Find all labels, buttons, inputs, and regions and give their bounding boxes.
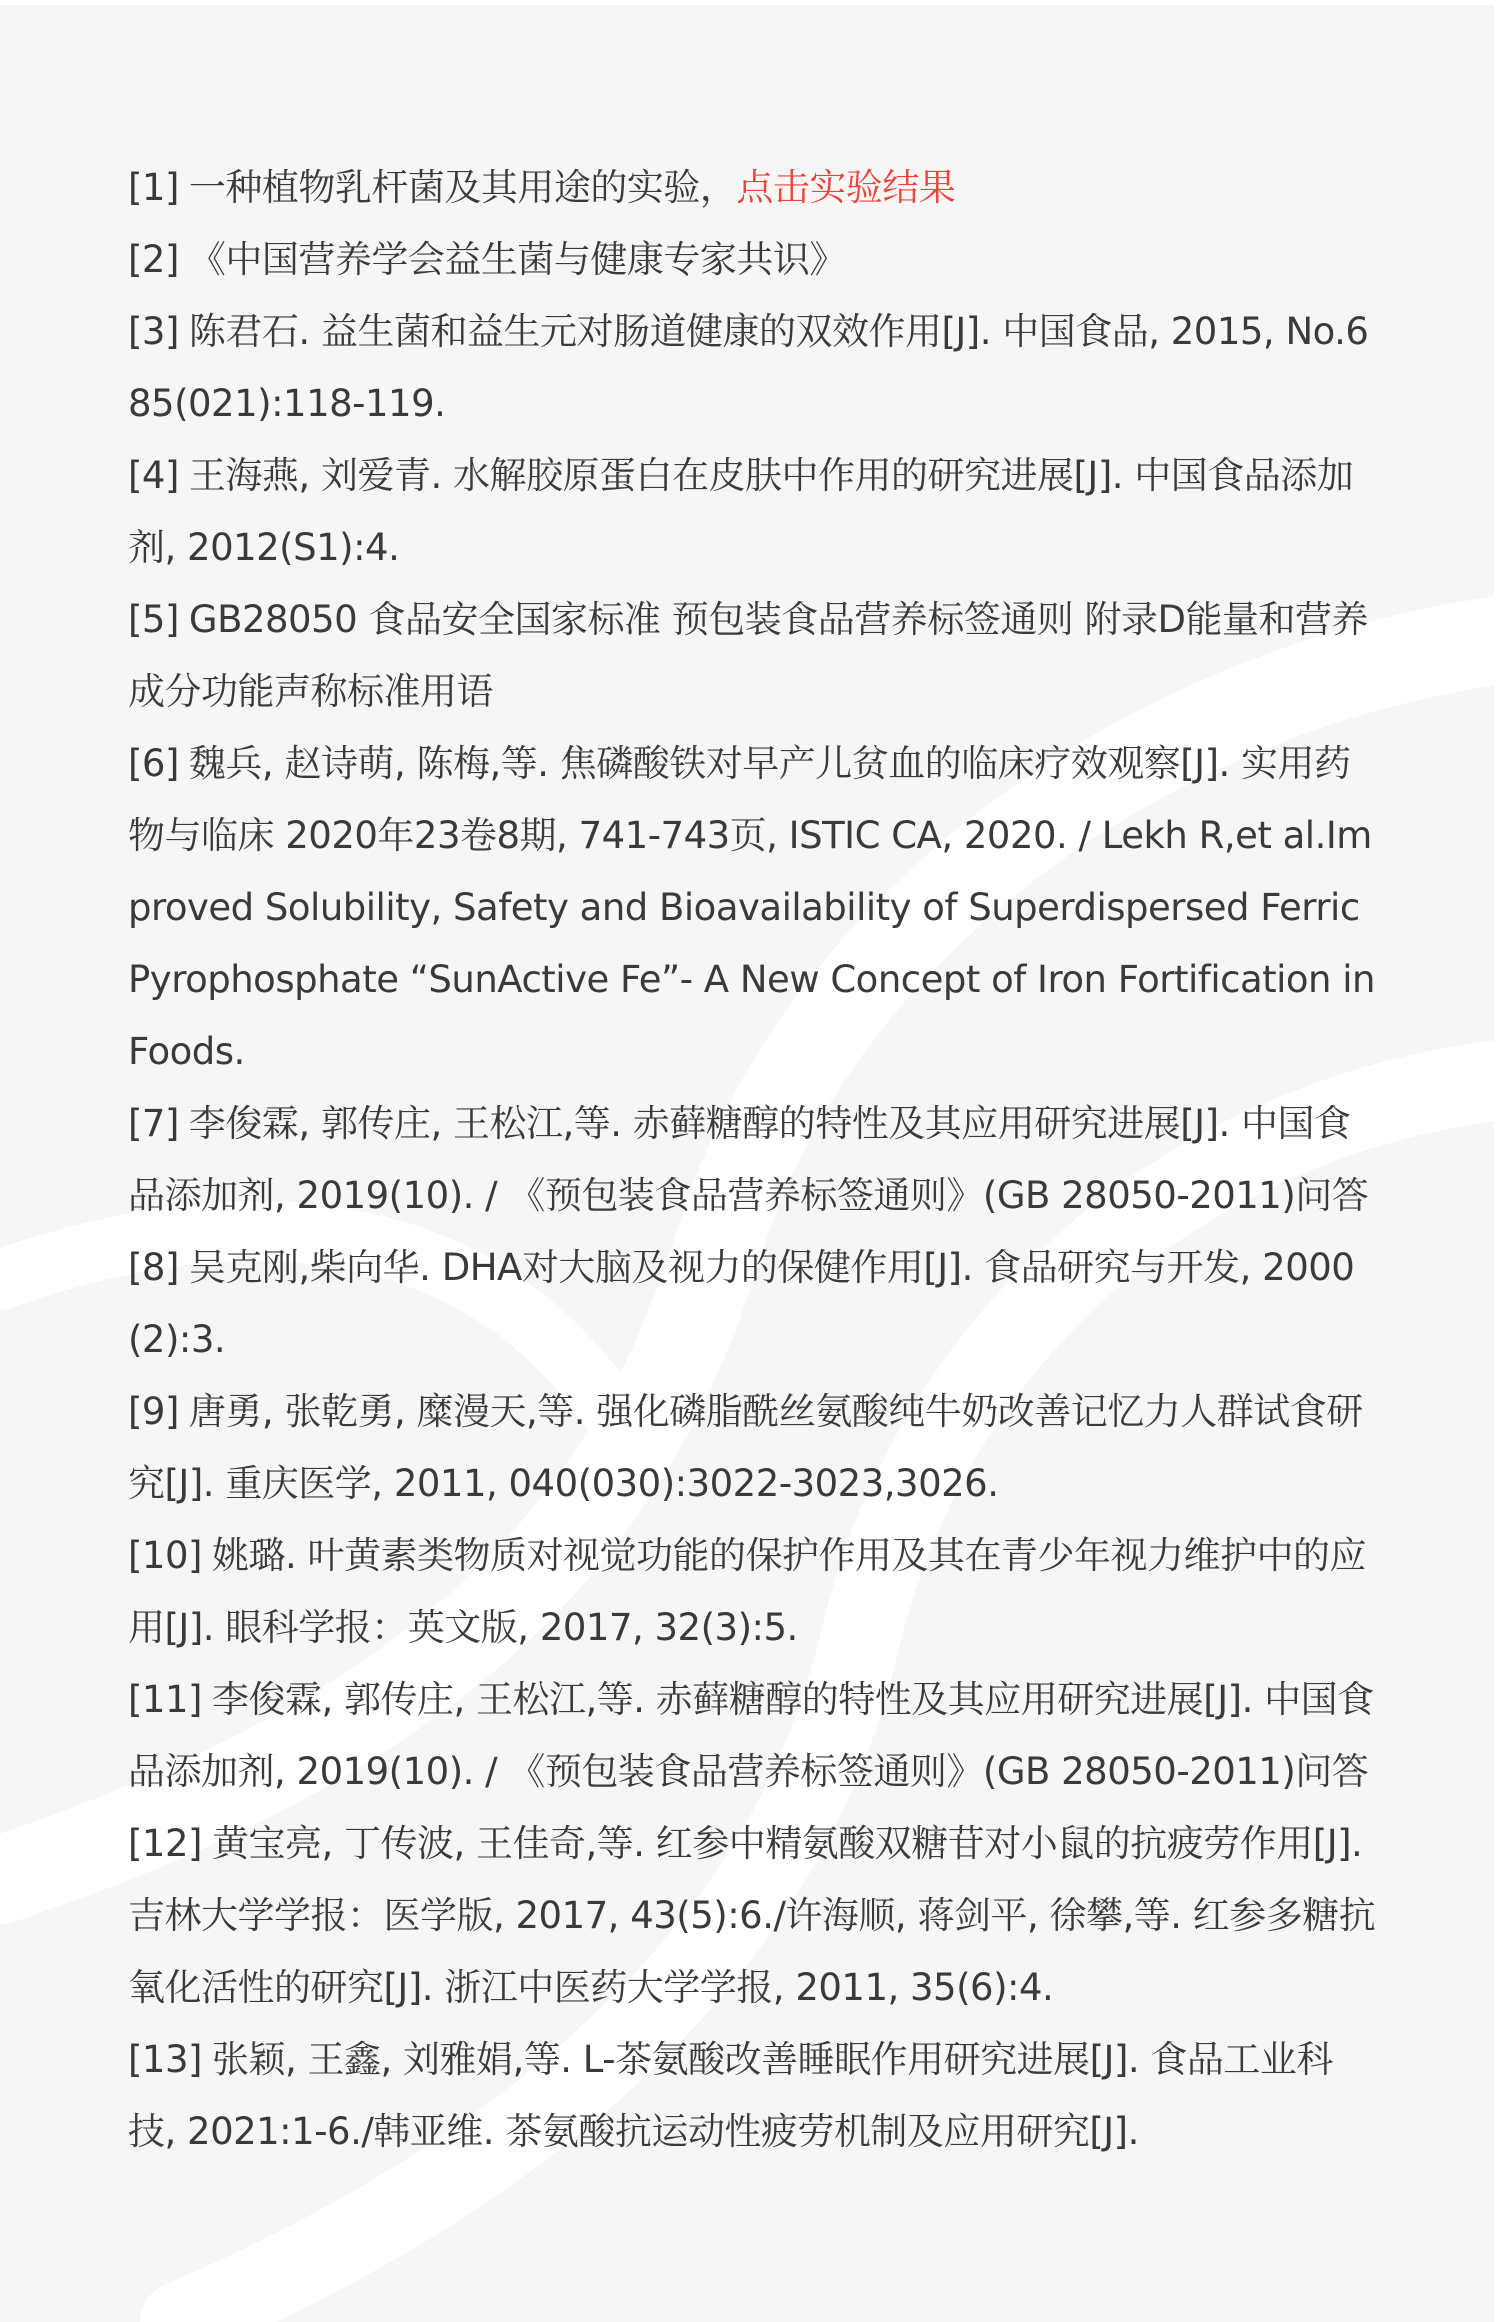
- reference-text: 黄宝亮, 丁传波, 王佳奇,等. 红参中精氨酸双糖苷对小鼠的抗疲劳作用[J]. 吉林大学学报：医学版, 2017, 43(5):6./许海顺, 蒋剑平, 徐攀,等. 红参多糖抗氧化活性的研究[J]. 浙江中医药大学学报, 2011, 35(6):4.: [128, 1822, 1376, 2009]
- reference-number: [5]: [128, 598, 179, 641]
- reference-number: [6]: [128, 742, 179, 785]
- reference-text: 王海燕, 刘爱青. 水解胶原蛋白在皮肤中作用的研究进展[J]. 中国食品添加剂, 2012(S1):4.: [128, 454, 1354, 569]
- reference-number: [13]: [128, 2038, 202, 2081]
- reference-number: [10]: [128, 1534, 202, 1577]
- reference-number: [1]: [128, 166, 179, 209]
- reference-text: 姚璐. 叶黄素类物质对视觉功能的保护作用及其在青少年视力维护中的应用[J]. 眼科学报：英文版, 2017, 32(3):5.: [128, 1534, 1366, 1649]
- reference-text: 魏兵, 赵诗萌, 陈梅,等. 焦磷酸铁对早产儿贫血的临床疗效观察[J]. 实用药物与临床 2020年23卷8期, 741-743页, ISTIC CA, 2020. / Lekh R,et al.Improved Solubility, Safety and Bioavailability of Superdispersed Ferric Pyrophosphate “SunActive Fe”- A New Concept of Iron Fortification in Foods.: [128, 742, 1375, 1073]
- top-edge: [0, 0, 1500, 5]
- reference-text: GB28050 食品安全国家标准 预包装食品营养标签通则 附录D能量和营养成分功能声称标准用语: [128, 598, 1368, 713]
- reference-number: [8]: [128, 1246, 179, 1289]
- reference-item-4: [128, 440, 1378, 584]
- reference-item-3: [128, 296, 1378, 440]
- reference-number: [3]: [128, 310, 179, 353]
- right-edge: [1494, 0, 1500, 2322]
- view-experiment-results-link[interactable]: 点击实验结果: [736, 166, 956, 209]
- reference-text: 陈君石. 益生菌和益生元对肠道健康的双效作用[J]. 中国食品, 2015, No.685(021):118-119.: [128, 310, 1369, 425]
- reference-item-10: [128, 1520, 1378, 1664]
- reference-text: 李俊霖, 郭传庄, 王松江,等. 赤藓糖醇的特性及其应用研究进展[J]. 中国食品添加剂, 2019(10). / 《预包装食品营养标签通则》(GB 28050-2011)问答: [128, 1102, 1369, 1217]
- reference-list: [128, 152, 1378, 2168]
- reference-text: 吴克刚,柴向华. DHA对大脑及视力的保健作用[J]. 食品研究与开发, 2000(2):3.: [128, 1246, 1355, 1361]
- reference-text: 李俊霖, 郭传庄, 王松江,等. 赤藓糖醇的特性及其应用研究进展[J]. 中国食品添加剂, 2019(10). / 《预包装食品营养标签通则》(GB 28050-2011)问答: [128, 1678, 1374, 1793]
- reference-text: 张颖, 王鑫, 刘雅娟,等. L-茶氨酸改善睡眠作用研究进展[J]. 食品工业科技, 2021:1-6./韩亚维. 茶氨酸抗运动性疲劳机制及应用研究[J].: [128, 2038, 1333, 2153]
- reference-number: [2]: [128, 238, 179, 281]
- reference-item-9: [128, 1376, 1378, 1520]
- reference-item-5: [128, 584, 1378, 728]
- reference-text: 《中国营养学会益生菌与健康专家共识》: [188, 238, 846, 281]
- reference-item-7: [128, 1088, 1378, 1232]
- reference-number: [4]: [128, 454, 179, 497]
- reference-number: [11]: [128, 1678, 202, 1721]
- reference-text: 唐勇, 张乾勇, 糜漫天,等. 强化磷脂酰丝氨酸纯牛奶改善记忆力人群试食研究[J]. 重庆医学, 2011, 040(030):3022-3023,3026.: [128, 1390, 1363, 1505]
- reference-item-11: [128, 1664, 1378, 1808]
- reference-item-13: [128, 2024, 1378, 2168]
- reference-item-6: [128, 728, 1378, 1088]
- reference-text: 一种植物乳杆菌及其用途的实验，: [188, 166, 737, 209]
- reference-item-2: [128, 224, 1378, 296]
- reference-number: [12]: [128, 1822, 202, 1865]
- reference-item-12: [128, 1808, 1378, 2024]
- reference-item-8: [128, 1232, 1378, 1376]
- reference-number: [7]: [128, 1102, 179, 1145]
- reference-item-1: [128, 152, 1378, 224]
- reference-number: [9]: [128, 1390, 179, 1433]
